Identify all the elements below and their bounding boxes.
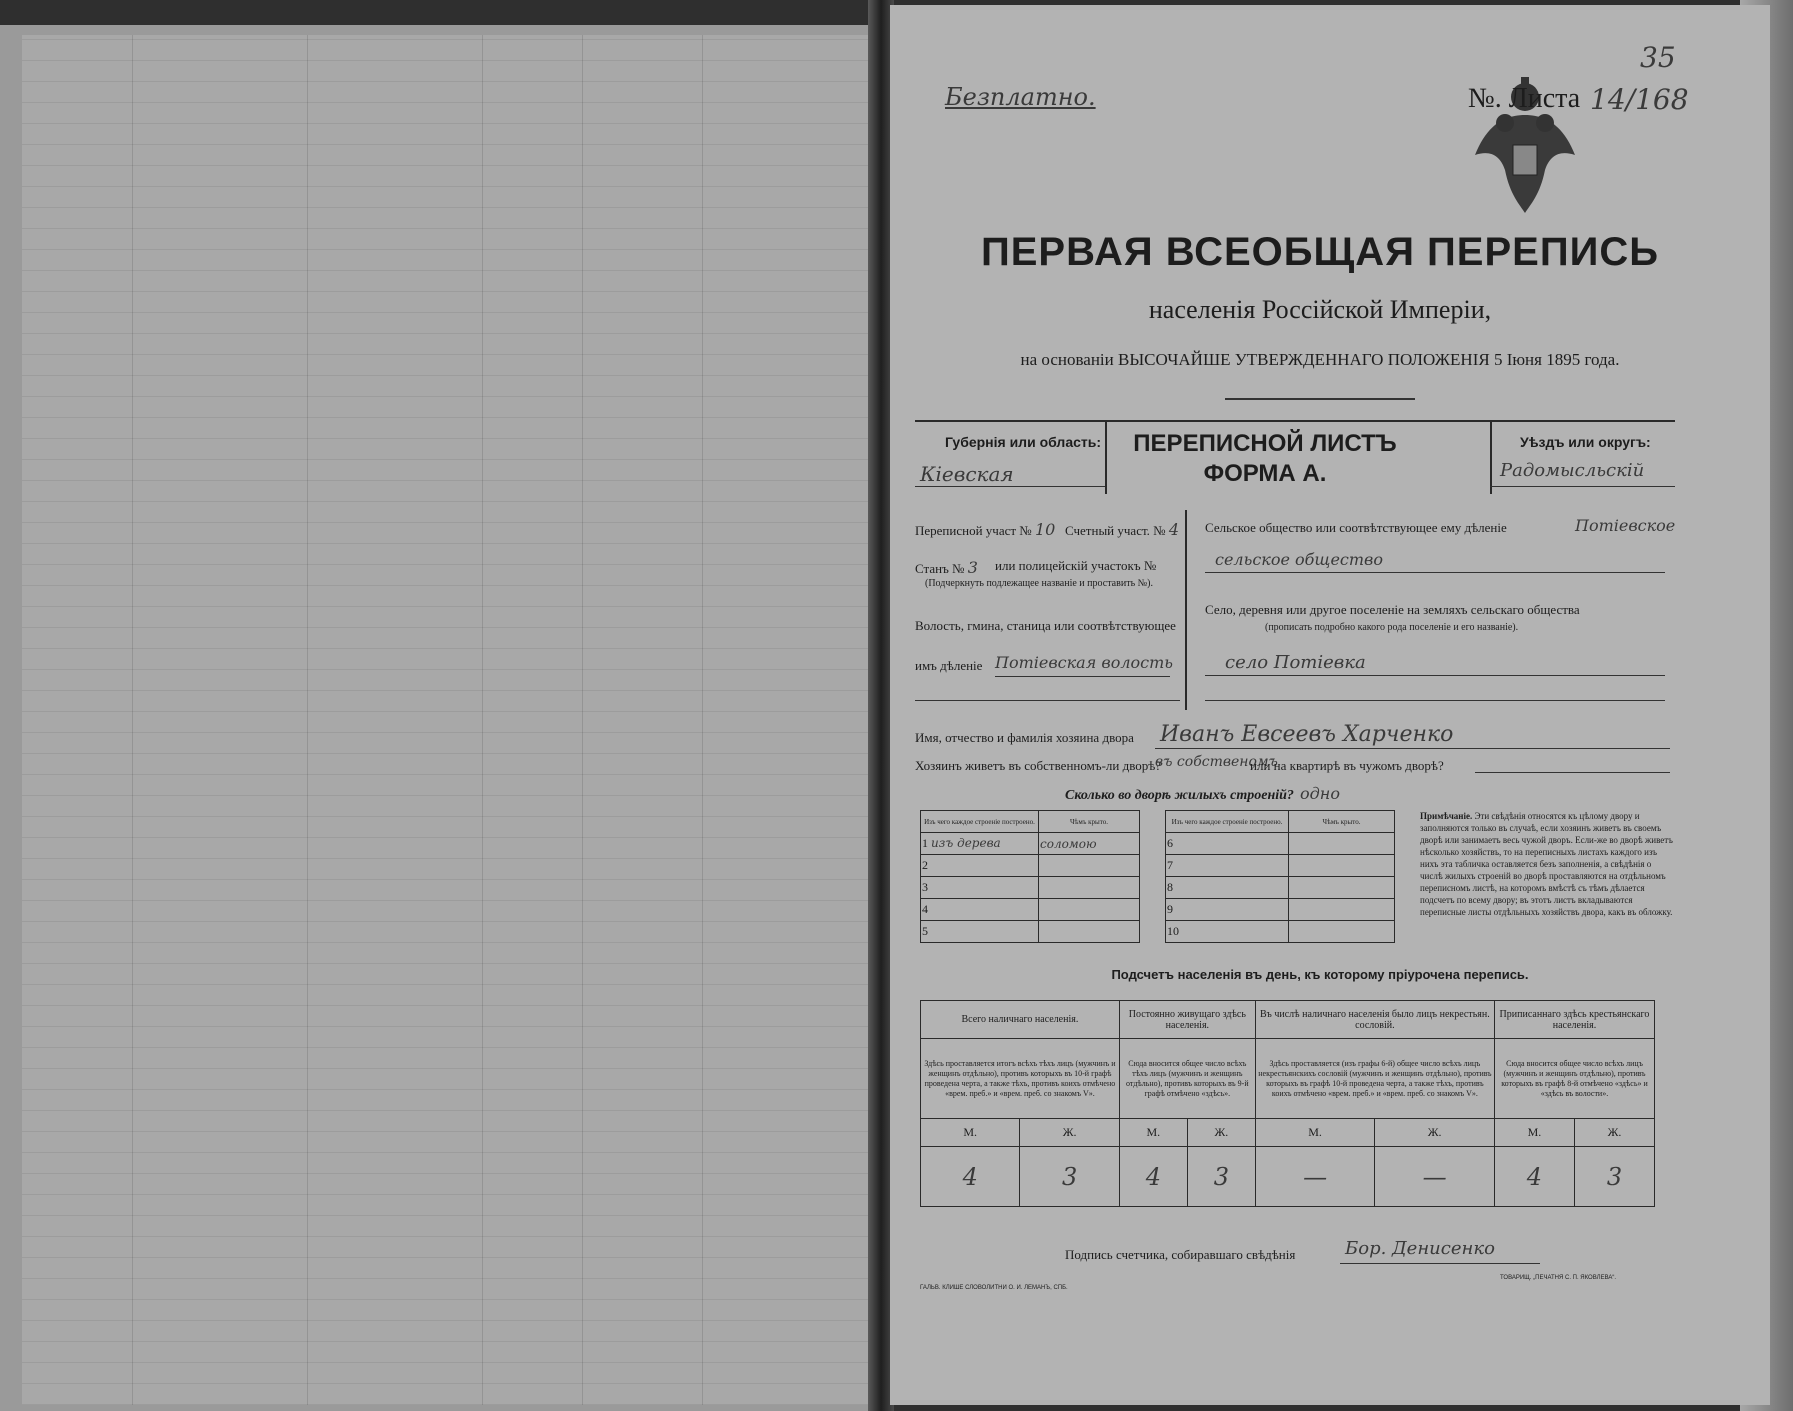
census-district-value: 10 [1034, 520, 1056, 539]
society-value: Потіевское [1575, 516, 1676, 535]
census-form-page: Безплатно. №. Листа 14/168 35 ПЕРВАЯ ВСЕОБЩАЯ ПЕРЕПИСЬ населенія Россійской Имперіи, на основаніи ВЫСОЧАЙШЕ УТВЕРЖДЕННАГО ПОЛОЖЕНІЯ 5 Іюня 1895 года. Губернія или область: Кіевская ПЕРЕПИСНОЙ ЛИСТЪ ФОРМА А. Уѣздъ или округъ: Радомысльскій Переписной участ № 10 Счетный участ. № 4 Станъ № 3 или полицейскій участокъ № (Подчеркнуть подлежащее названіе и проставить №). Волость, гмина, станица или соотвѣтствующее имъ дѣленіе Потіевская волость Сельское общество или соотвѣтствующее ему дѣленіе Потіевское сельское общество Село, деревня или другое поселеніе на земляхъ сельскаго общества (прописать подробно какого рода поселеніе и его названіе). село Потіевка Имя, отчество и фамилія хозяина двора Иванъ Евсеевъ Харченко Хозяинъ живетъ въ собственномъ-ли дворѣ? въ собственомъ или на квартирѣ въ чужомъ дворѣ? Сколько во дворѣ жилыхъ строеній? одно Изъ чего каждое строеніе построено. Чѣмъ крыто. 1 изъ дерева соломою 2 3 4 5 Изъ чего каждое строеніе построено. Чѣмъ крыто. 6 7 8 9 10 Примѣчаніе. Эти свѣдѣнія относятся къ цѣлому двору и заполняются только въ случаѣ, если хозяинъ живетъ въ своемъ дворѣ или занимаетъ весь чужой дворъ. Если-же во дворѣ живетъ нѣсколько хозяйствъ, то на переписныхъ листахъ каждого изъ нихъ эта табличка оставляется безъ заполненія, а свѣдѣнія о числѣ жилыхъ строеній во дворѣ проставляются на отдѣльномъ переписномъ листѣ, на которомъ вмѣстѣ съ тѣмъ дѣлается подсчетъ по всему двору; въ этотъ листъ вкладываются переписные листы отдѣльныхъ хозяйствъ двора, какъ въ обложку. Подсчетъ населенія въ день, къ которому пріурочена перепись. Всего наличнаго населенія. Постоянно живущаго здѣсь населенія. Въ числѣ наличнаго населенія было лицъ некрестьян. сословій. Приписаннаго здѣсь крестьянскаго населенія. Здѣсь проставляется итогъ всѣхъ тѣхъ лицъ (мужчинъ и женщинъ отдѣльно), противъ которыхъ въ 10-й графѣ проведена черта, а также тѣхъ, противъ коихъ отмѣчено «врем. преб.» и «врем. преб. со знакомъ V». Сюда вносится общее число всѣхъ тѣхъ лицъ (мужчинъ и женщинъ отдѣльно), противъ которыхъ въ 9-й графѣ отмѣчено «здѣсь». Здѣсь проставляется (изъ графы 6-й) общее число всѣхъ лицъ некрестьянскихъ сословій (мужчинъ и женщинъ отдѣльно), противъ которыхъ въ графѣ 10-й проведена черта, а также тѣхъ, противъ коихъ отмѣчено «врем. преб.» и «врем. преб. со знакомъ V». Сюда вносится общее число всѣхъ лицъ (мужчинъ и женщинъ отдѣльно), противъ которыхъ въ графѣ 8-й отмѣчено «здѣсь» и «здѣсь въ волости». М. Ж. М. Ж. М. Ж. М. Ж. 4 3 4 3 — — 4 3 Подпись счетчика, собиравшаго свѣдѣнія Бор. Денисенко ГАЛЬВ. КЛИШЕ СЛОВОЛИТНИ О. И. ЛЕМАНЪ, СПБ. ТОВАРИЩ. „ПЕЧАТНЯ С. П. ЯКОВЛЕВА“. [890, 5, 1770, 1405]
pop-4-f: 3 [1574, 1147, 1654, 1207]
village-label: Село, деревня или другое поселеніе на земляхъ сельскаго общества [1205, 602, 1580, 617]
pop-2-m: 4 [1119, 1147, 1187, 1207]
census-district-label: Переписной участ № [915, 523, 1032, 538]
signature-label: Подпись счетчика, собиравшаго свѣдѣнія [1065, 1247, 1296, 1262]
signature-value: Бор. Денисенко [1345, 1238, 1495, 1259]
rent-label: или на квартирѣ въ чужомъ дворѣ? [1250, 758, 1444, 773]
count-district-value: 4 [1168, 520, 1180, 539]
pop-1-m: 4 [921, 1147, 1020, 1207]
society-label: Сельское общество или соотвѣтствующее ему дѣленіе [1205, 520, 1507, 535]
stan-value: 3 [967, 558, 978, 577]
pop-col-4-title: Приписаннаго здѣсь крестьянскаго населенія. [1494, 1001, 1654, 1039]
district-value: Радомысльскій [1500, 460, 1645, 481]
table-row: 4 [921, 899, 1140, 921]
sheet-number-value: 14/168 [1590, 83, 1689, 116]
population-table: Всего наличнаго населенія. Постоянно живущаго здѣсь населенія. Въ числѣ наличнаго населенія было лицъ некрестьян. сословій. Приписаннаго здѣсь крестьянскаго населенія. Здѣсь проставляется итогъ всѣхъ тѣхъ лицъ (мужчинъ и женщинъ отдѣльно), противъ которыхъ въ 10-й графѣ проведена черта, а также тѣхъ, противъ коихъ отмѣчено «врем. преб.» и «врем. преб. со знакомъ V». Сюда вносится общее число всѣхъ тѣхъ лицъ (мужчинъ и женщинъ отдѣльно), противъ которыхъ въ 9-й графѣ отмѣчено «здѣсь». Здѣсь проставляется (изъ графы 6-й) общее число всѣхъ лицъ некрестьянскихъ сословій (мужчинъ и женщинъ отдѣльно), противъ которыхъ въ графѣ 10-й проведена черта, а также тѣхъ, противъ коихъ отмѣчено «врем. преб.» и «врем. преб. со знакомъ V». Сюда вносится общее число всѣхъ лицъ (мужчинъ и женщинъ отдѣльно), противъ которыхъ въ графѣ 8-й отмѣчено «здѣсь» и «здѣсь въ волости». М. Ж. М. Ж. М. Ж. М. Ж. 4 3 4 3 — — 4 3 [920, 1000, 1655, 1207]
page-title: ПЕРВАЯ ВСЕОБЩАЯ ПЕРЕПИСЬ [981, 230, 1659, 274]
pop-col-1-title: Всего наличнаго населенія. [921, 1001, 1120, 1039]
col-roof-header: Чѣмъ крыто. [1039, 811, 1140, 833]
pop-col-2-desc: Сюда вносится общее число всѣхъ тѣхъ лицъ (мужчинъ и женщинъ отдѣльно), противъ которыхъ въ 9-й графѣ отмѣчено «здѣсь». [1119, 1039, 1255, 1119]
police-label: или полицейскій участокъ № [995, 558, 1157, 573]
stan-label: Станъ № [915, 561, 965, 576]
village-value: село Потіевка [1225, 652, 1366, 673]
pop-2-f: 3 [1187, 1147, 1255, 1207]
form-header-box [915, 420, 1675, 494]
free-label: Безплатно. [945, 83, 1096, 111]
buildings-value: одно [1300, 784, 1340, 803]
imprint-right: ТОВАРИЩ. „ПЕЧАТНЯ С. П. ЯКОВЛЕВА“. [1500, 1275, 1617, 1281]
table-row: 6 [1166, 833, 1395, 855]
province-value: Кіевская [920, 462, 1014, 486]
page-subtitle: населенія Россійской Имперіи, [1148, 295, 1492, 324]
census-info-block [915, 510, 1675, 710]
form-label: ФОРМА А. [1203, 460, 1327, 487]
col-material-header: Изъ чего каждое строеніе построено. [921, 811, 1039, 833]
volost-label: Волость, гмина, станица или соотвѣтствующее [915, 618, 1176, 633]
pop-col-3-title: Въ числѣ наличнаго населенія было лицъ некрестьян. сословій. [1255, 1001, 1494, 1039]
district-label: Уѣздъ или округъ: [1520, 434, 1651, 450]
table-row: 10 [1166, 921, 1395, 943]
pop-1-f: 3 [1020, 1147, 1119, 1207]
note-title: Примѣчаніе. [1420, 811, 1473, 821]
society-value-2: сельское общество [1215, 550, 1383, 569]
table-row: 7 [1166, 855, 1395, 877]
residence-label: Хозяинъ живетъ въ собственномъ-ли дворѣ? [915, 758, 1162, 773]
population-heading: Подсчетъ населенія въ день, къ которому пріурочена перепись. [1111, 967, 1529, 982]
row-1-material: изъ дерева [931, 836, 1001, 850]
table-row: 2 [921, 855, 1140, 877]
table-row: 3 [921, 877, 1140, 899]
page-stamp: 35 [1640, 41, 1676, 74]
volost-label-2: имъ дѣленіе [915, 658, 983, 673]
pop-col-2-title: Постоянно живущаго здѣсь населенія. [1119, 1001, 1255, 1039]
row-1-roof: соломою [1039, 833, 1140, 855]
count-district-label: Счетный участ. № [1065, 523, 1166, 538]
volost-value: Потіевская волость [995, 653, 1173, 672]
residence-value: въ собственомъ [1155, 754, 1278, 770]
buildings-note [1420, 810, 1675, 918]
left-blank-sheet [22, 35, 872, 1405]
pop-3-m: — [1255, 1147, 1375, 1207]
sheet-title: ПЕРЕПИСНОЙ ЛИСТЪ [1133, 430, 1397, 457]
table-row: 8 [1166, 877, 1395, 899]
police-note: (Подчеркнуть подлежащее названіе и проставить №). [925, 578, 1153, 589]
owner-name-value: Иванъ Евсеевъ Харченко [1160, 722, 1454, 747]
pop-col-3-desc: Здѣсь проставляется (изъ графы 6-й) общее число всѣхъ лицъ некрестьянскихъ сословій (мужчинъ и женщинъ отдѣльно), противъ которыхъ въ графѣ 10-й проведена черта, а также тѣхъ, противъ коихъ отмѣчено «врем. преб.» и «врем. преб. со знакомъ V». [1255, 1039, 1494, 1119]
buildings-label: Сколько во дворѣ жилыхъ строеній? [1065, 788, 1294, 803]
pop-3-f: — [1375, 1147, 1495, 1207]
pop-4-m: 4 [1494, 1147, 1574, 1207]
province-label: Губернія или область: [945, 434, 1102, 450]
pop-col-1-desc: Здѣсь проставляется итогъ всѣхъ тѣхъ лицъ (мужчинъ и женщинъ отдѣльно), противъ которыхъ въ 10-й графѣ проведена черта, а также тѣхъ, противъ коихъ отмѣчено «врем. преб.» и «врем. преб. со знакомъ V». [921, 1039, 1120, 1119]
sheet-number-label: №. Листа [1468, 83, 1581, 114]
owner-name-label: Имя, отчество и фамилія хозяина двора [915, 730, 1134, 745]
imprint-left: ГАЛЬВ. КЛИШЕ СЛОВОЛИТНИ О. И. ЛЕМАНЪ, СПБ. [920, 1285, 1068, 1291]
left-page [0, 25, 880, 1411]
note-text: Эти свѣдѣнія относятся къ цѣлому двору и заполняются только въ случаѣ, если хозяинъ живетъ въ своемъ дворѣ или занимаетъ весь чужой дворъ. Если-же во дворѣ живетъ нѣсколько хозяйствъ, то на переписныхъ листахъ каждого изъ нихъ эта табличка оставляется безъ заполненія, а свѣдѣнія о числѣ жилыхъ строеній во дворѣ проставляются на отдѣльномъ переписномъ листѣ, на которомъ вмѣстѣ съ тѣмъ дѣлается подсчетъ по всему двору; въ этотъ листъ вкладываются переписные листы отдѣльныхъ хозяйствъ двора, какъ въ обложку. [1420, 811, 1673, 917]
legal-basis: на основаніи ВЫСОЧАЙШЕ УТВЕРЖДЕННАГО ПОЛОЖЕНІЯ 5 Іюня 1895 года. [1020, 350, 1620, 369]
village-note: (прописать подробно какого рода поселеніе и его названіе). [1265, 622, 1519, 633]
table-row: 9 [1166, 899, 1395, 921]
pop-col-4-desc: Сюда вносится общее число всѣхъ лицъ (мужчинъ и женщинъ отдѣльно), противъ которыхъ въ графѣ 8-й отмѣчено «здѣсь» и «здѣсь въ волости». [1494, 1039, 1654, 1119]
table-row: 5 [921, 921, 1140, 943]
ornament-divider [1225, 398, 1415, 400]
